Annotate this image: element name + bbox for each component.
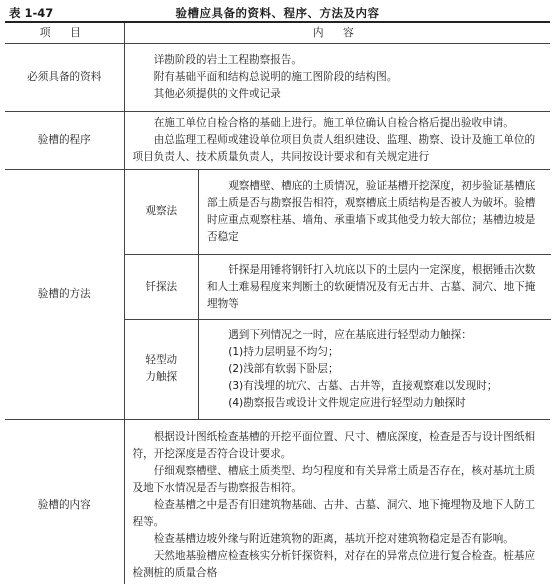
table-title: 验槽应具备的资料、程序、方法及内容 [175, 6, 380, 20]
header-content: 内 容 [124, 22, 550, 43]
header-item: 项 目 [5, 22, 124, 43]
row-label-contents: 验槽的内容 [5, 419, 124, 584]
method-content-penetration [199, 320, 551, 419]
content-line: 在施工单位自检合格的基础上进行。施工单位确认自检合格后提出验收申请。 [153, 116, 514, 129]
content-line: 由总监理工程师或建设单位项目负责人组织建设、监理、勘察、设计及施工单位的项目负责人、技术质量负责人，共同按设计要求和有关规定进行 [132, 133, 536, 163]
penetration-item: (4)勘察报告或设计文件规定应进行轻型动力触探时 [228, 396, 466, 409]
row-content-procedure [124, 111, 550, 169]
content-line: 仔细观察槽壁、槽底土质类型、均匀程度和有关异常土质是否存在，核对基坑土质及地下水情况是否与勘察报告相符。 [132, 464, 536, 494]
methods-subtable [125, 170, 551, 419]
row-label-methods: 验槽的方法 [5, 169, 124, 419]
method-text: 观察槽壁、槽底的土质情况，验证基槽开挖深度，初步验证基槽底部土质是否与勘察报告相符，观察槽底土质结构是否被人为破坏。验槽时应重点观察柱基、墙角、承重墙下或其他受力较大部位；基槽边坡是否稳定 [207, 179, 536, 243]
content-line: 根据设计图纸检查基槽的开挖平面位置、尺寸、槽底深度，检查是否与设计图纸相符，开挖深度是否符合设计要求。 [132, 430, 536, 460]
method-label-observe: 观察法 [125, 170, 199, 255]
method-row-observe [125, 170, 551, 255]
row-label-materials: 必须具备的资料 [5, 43, 124, 111]
content-line: 其他必须提供的文件或记录 [153, 87, 281, 100]
table-number: 表 1-47 [9, 6, 54, 20]
row-materials [5, 43, 550, 111]
content-line: 检查基槽边坡外缘与附近建筑物的距离，基坑开挖对建筑物稳定是否有影响。 [153, 532, 514, 545]
method-text: 钎探是用锤将钢钎打入坑底以下的土层内一定深度，根据锤击次数和人土难易程度来判断土的软硬情况及有无古井、古墓、洞穴、地下掩埋物等 [207, 263, 536, 310]
method-content-observe [199, 170, 551, 255]
penetration-intro: 遇到下列情况之一时，应在基底进行轻型动力触探： [228, 328, 472, 341]
row-methods [5, 169, 550, 419]
row-contents [5, 419, 550, 584]
method-row-penetration [125, 320, 551, 419]
method-label-probe: 钎探法 [125, 255, 199, 320]
penetration-item: (2)浅部有软弱下卧层； [228, 362, 339, 375]
content-line: 附有基础平面和结构总说明的施工图阶段的结构图。 [153, 70, 398, 83]
content-line: 详勘阶段的岩土工程勘察报告。 [153, 53, 302, 66]
content-line: 天然地基验槽应检查核实分析钎探资料，对存在的异常点位进行复合检查。桩基应检测桩的质量合格 [132, 549, 536, 579]
row-content-materials [124, 43, 550, 111]
method-label-penetration [125, 320, 199, 419]
header-row [5, 22, 550, 43]
table-caption [5, 3, 550, 21]
row-label-procedure: 验槽的程序 [5, 111, 124, 169]
penetration-item: (1)持力层明显不均匀； [228, 345, 339, 358]
methods-cell [124, 169, 550, 419]
penetration-item: (3)有浅埋的坑穴、古墓、古井等，直接观察难以发现时； [228, 379, 498, 392]
method-row-probe [125, 255, 551, 320]
row-content-contents [124, 419, 550, 584]
method-label-line: 力触探 [145, 371, 178, 384]
acceptance-table [5, 21, 550, 584]
method-label-line: 轻型动 [145, 354, 178, 367]
content-line: 检查基槽之中是否有旧建筑物基础、古井、古墓、洞穴、地下掩埋物及地下人防工程等。 [132, 498, 536, 528]
row-procedure [5, 111, 550, 169]
method-content-probe [199, 255, 551, 320]
